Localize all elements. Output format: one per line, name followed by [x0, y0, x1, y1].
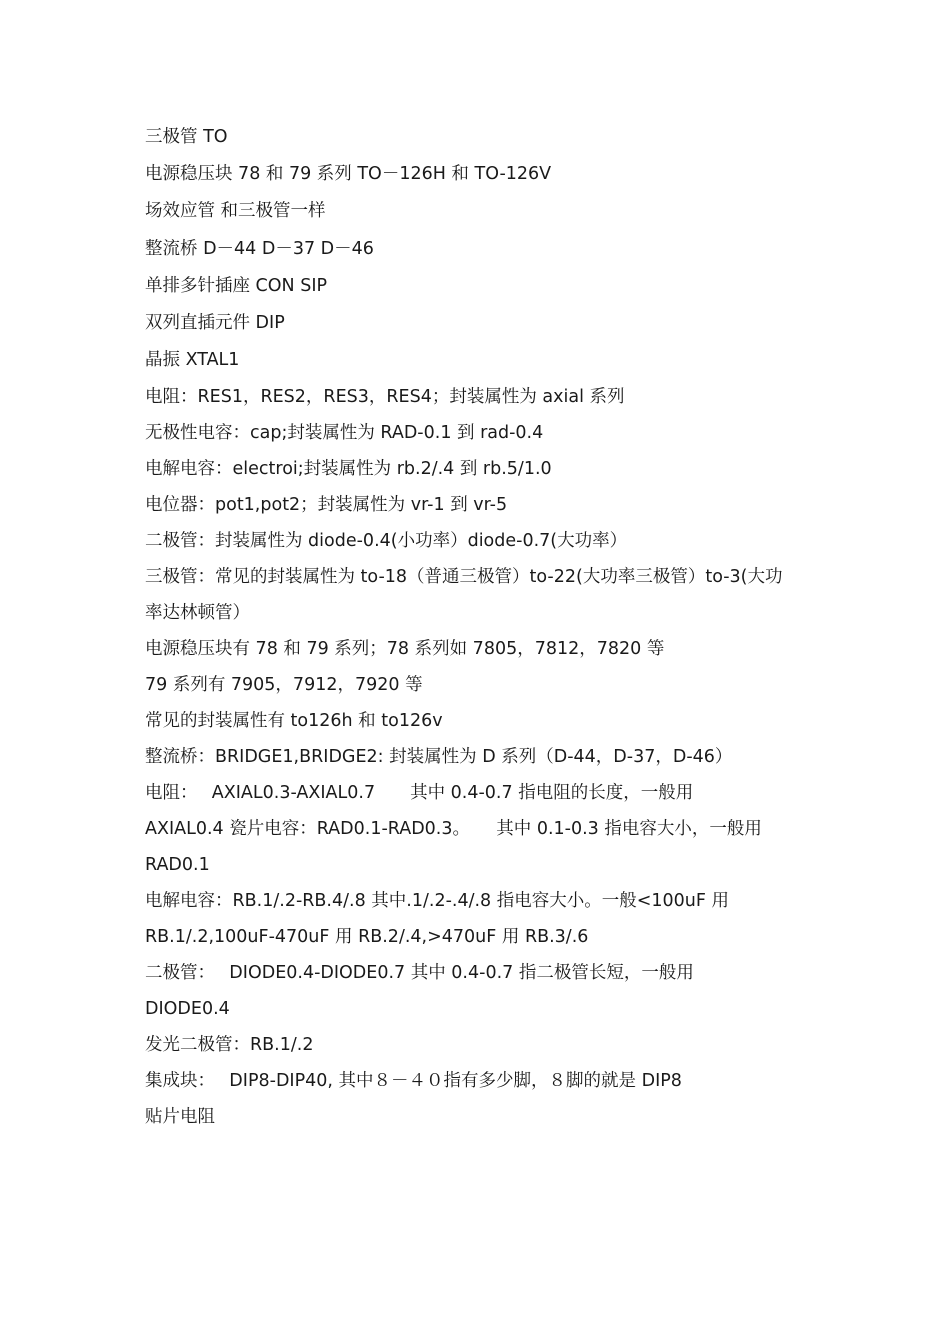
text-line: 率达林顿管）	[145, 603, 250, 624]
text-line: 单排多针插座 CON SIP	[145, 275, 328, 296]
text-line: 电解电容：RB.1/.2-RB.4/.8 其中.1/.2-.4/.8 指电容大小。一般<100uF 用	[145, 891, 730, 912]
text-line: 二极管：封装属性为 diode-0.4(小功率）diode-0.7(大功率）	[145, 531, 628, 552]
text-line: 无极性电容：cap;封装属性为 RAD-0.1 到 rad-0.4	[145, 423, 544, 444]
text-line: 贴片电阻	[145, 1107, 215, 1128]
text-line: 集成块： DIP8-DIP40, 其中８－４０指有多少脚，８脚的就是 DIP8	[145, 1071, 682, 1092]
text-line: 三极管 TO	[145, 127, 228, 147]
text-line: 常见的封装属性有 to126h 和 to126v	[145, 711, 443, 732]
text-line: 79 系列有 7905，7912，7920 等	[145, 675, 423, 696]
text-line: RB.1/.2,100uF-470uF 用 RB.2/.4,>470uF 用 RB.3/.6	[145, 927, 589, 948]
text-line: 电位器：pot1,pot2；封装属性为 vr-1 到 vr-5	[145, 495, 508, 516]
text-line: 双列直插元件 DIP	[145, 312, 285, 333]
text-line: 三极管：常见的封装属性为 to-18（普通三极管）to-22(大功率三极管）to-3(大功	[145, 567, 783, 588]
text-line: 场效应管 和三极管一样	[145, 201, 326, 222]
text-line: 整流桥 D－44 D－37 D－46	[145, 238, 374, 259]
text-line: RAD0.1	[145, 855, 210, 876]
text-line: 电解电容：electroi;封装属性为 rb.2/.4 到 rb.5/1.0	[145, 459, 552, 480]
text-line: 发光二极管：RB.1/.2	[145, 1035, 314, 1056]
text-line: DIODE0.4	[145, 999, 230, 1020]
text-line: 电阻：RES1，RES2，RES3，RES4；封装属性为 axial 系列	[145, 387, 625, 408]
text-line: 整流桥：BRIDGE1,BRIDGE2: 封装属性为 D 系列（D-44，D-37，D-46）	[145, 747, 733, 768]
text-line: 电阻： AXIAL0.3-AXIAL0.7 其中 0.4-0.7 指电阻的长度，一般用	[145, 783, 694, 804]
text-line: 二极管： DIODE0.4-DIODE0.7 其中 0.4-0.7 指二极管长短，一般用	[145, 963, 694, 984]
document-body	[145, 121, 815, 1137]
text-line: 晶振 XTAL1	[145, 350, 240, 371]
text-line: 电源稳压块有 78 和 79 系列；78 系列如 7805，7812，7820 等	[145, 639, 665, 660]
text-line: 电源稳压块 78 和 79 系列 TO－126H 和 TO-126V	[145, 164, 552, 185]
text-line: AXIAL0.4 瓷片电容：RAD0.1-RAD0.3。 其中 0.1-0.3 指电容大小，一般用	[145, 819, 762, 840]
